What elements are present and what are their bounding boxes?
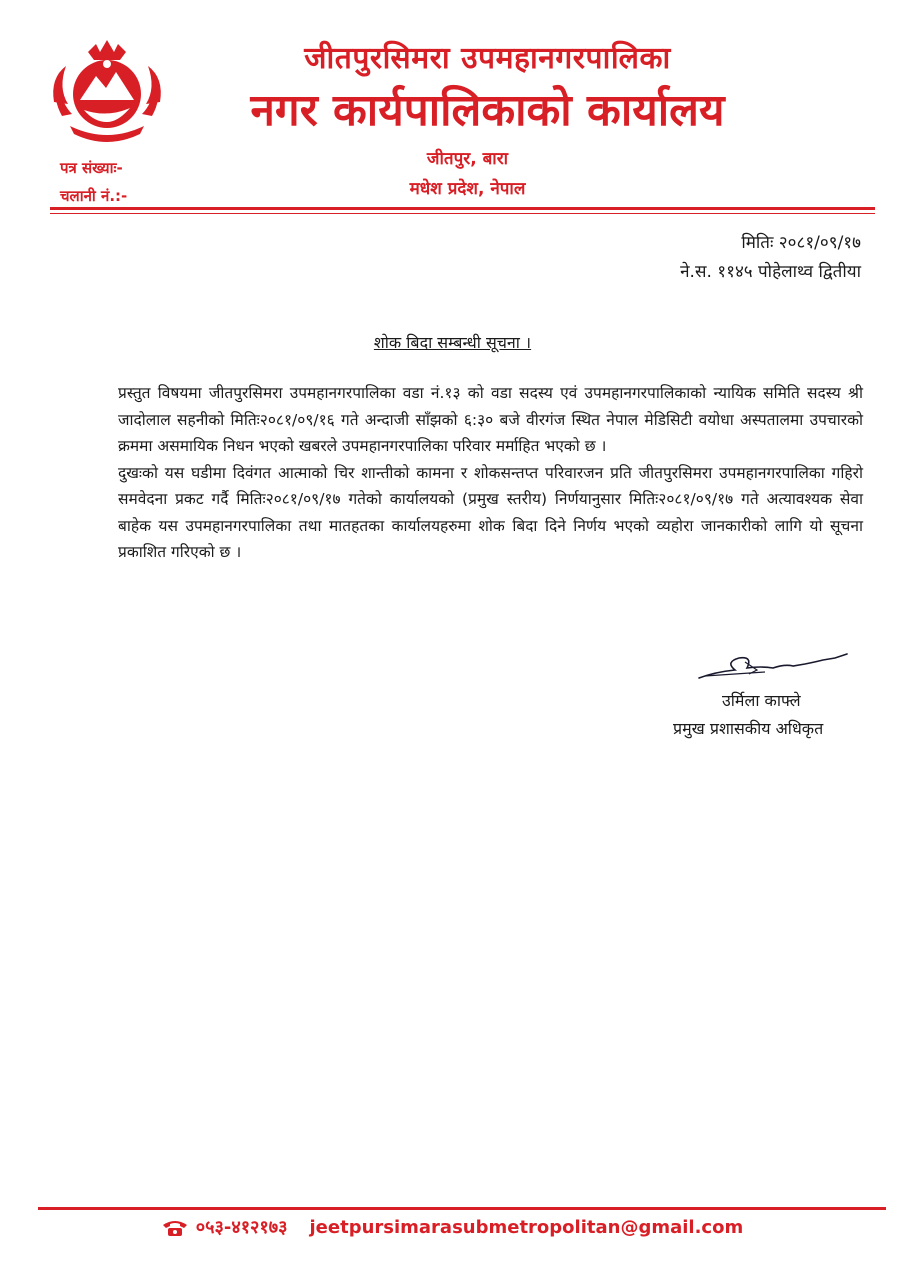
header-divider-bottom <box>50 213 875 214</box>
notice-body <box>118 380 863 566</box>
phone-icon <box>162 1219 188 1237</box>
footer-divider <box>38 1207 886 1210</box>
signatory-name: उर्मिला काफ्ले <box>722 691 801 710</box>
org-name: जीतपुरसिमरा उपमहानगरपालिका <box>304 41 671 76</box>
footer-phone: ०५३-४१२१७३ <box>195 1217 288 1238</box>
letter-date: मितिः २०८१/०९/१७ <box>741 233 861 253</box>
body-paragraph-2: दुखःको यस घडीमा दिवंगत आत्माको चिर शान्तीको कामना र शोकसन्तप्त परिवारजन प्रति जीतपुरसिमरा उपमहानगरपालिका गहिरो समवेदना प्रकट गर्दै मितिः२०८१/०९/१७ गतेको कार्यालयको (प्रमुख स्तरीय) निर्णयानुसार मितिः२०८१/०९/१७ गते अत्यावश्यक सेवा बाहेक यस उपमहानगरपालिका तथा मातहतका कार्यालयहरुमा शोक बिदा दिने निर्णय भएको व्यहोरा जानकारीको लागि यो सूचना प्रकाशित गरिएको छ । <box>118 463 863 561</box>
notice-subject <box>0 331 905 353</box>
notice-subject-text: शोक बिदा सम्बन्धी सूचना । <box>373 333 532 352</box>
body-paragraph-1: प्रस्तुत विषयमा जीतपुरसिमरा उपमहानगरपालिका वडा नं.१३ को वडा सदस्य एवं उपमहानगरपालिकाको न्यायिक समिति सदस्य श्री जादोलाल सहनीको मितिः२०८१/०९/१६ गते अन्दाजी साँझको ६:३० बजे वीरगंज स्थित नेपाल मेडिसिटी वयोधा अस्पतालमा उपचारको क्रममा असमायिक निधन भएको खबरले उपमहानगरपालिका परिवार मर्माहित भएको छ । <box>118 384 863 455</box>
letter-number-label: पत्र संख्याः- <box>60 159 123 177</box>
signature-image <box>695 648 855 684</box>
signatory-title: प्रमुख प्रशासकीय अधिकृत <box>673 719 824 738</box>
address-province: मधेश प्रदेश, नेपाल <box>409 179 526 199</box>
footer-email[interactable]: jeetpursimarasubmetropolitan@gmail.com <box>309 1217 744 1238</box>
footer-contact <box>0 1215 905 1239</box>
dispatch-number-label: चलानी नं.:- <box>60 187 128 205</box>
nepal-sambat-date: ने.स. ११४५ पोहेलाथ्व द्वितीया <box>680 262 861 282</box>
address-city: जीतपुर, बारा <box>426 149 509 169</box>
office-name: नगर कार्यपालिकाको कार्यालय <box>250 85 725 136</box>
header-divider-top <box>50 207 875 210</box>
